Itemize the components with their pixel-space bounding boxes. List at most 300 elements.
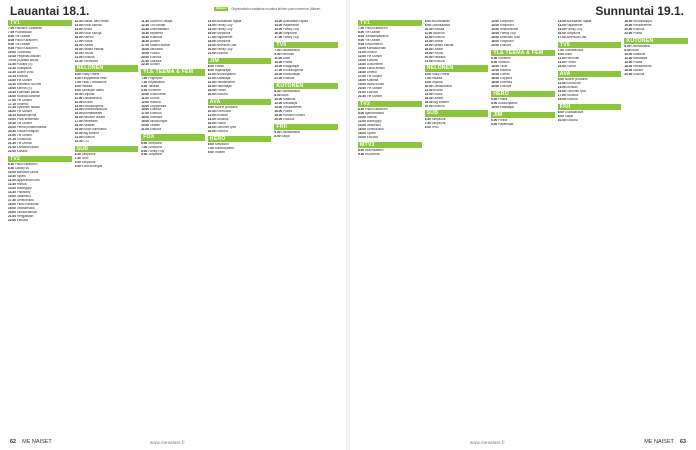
program-title: Salaiset [83, 124, 95, 128]
channel-header: NELONEN [75, 65, 139, 71]
program-time: 17.00 [141, 112, 150, 116]
program-title: Autot [282, 57, 291, 61]
program-time: 8.00 [424, 20, 431, 23]
program-title: Elokuva [633, 72, 645, 76]
program-title: Elokuva [283, 76, 295, 80]
program-title: Yle Uutiset [14, 35, 31, 39]
program-title: Nuoret ja kauniit [214, 106, 238, 110]
program-title: Historia [149, 100, 161, 104]
program-title: Ostoskanava [281, 131, 300, 135]
program-time: 11.00 [424, 31, 433, 35]
program-time: 19.00 [74, 128, 83, 132]
program-time: 8.30 [8, 167, 15, 171]
program-title: Huutokauppa [633, 20, 652, 23]
program-listing [358, 136, 422, 140]
program-time: 13.00 [74, 23, 83, 27]
program-time: 6.00 [557, 111, 564, 115]
program-title: Uutiset [149, 39, 160, 43]
program-time: 7.05 [8, 31, 15, 35]
program-time: 6.30 [74, 153, 81, 157]
program-title: Ostoskanava [83, 96, 102, 100]
program-time: 9.00 [207, 151, 214, 154]
program-time: 19.00 [141, 120, 150, 124]
program-time: 21.30 [141, 59, 150, 63]
program-title: Asukkaat [149, 47, 163, 51]
program-time: 16.00 [8, 94, 16, 98]
program-title: Jääkiekko [366, 123, 381, 127]
program-title: Elokuva [283, 117, 295, 121]
program-title: Ruoka [83, 39, 93, 43]
page-number: 62 [10, 439, 17, 445]
program-title: Ostoskanava [281, 49, 300, 53]
program-time: 7.00 [8, 27, 15, 31]
program-title: Ruoka [216, 121, 226, 125]
program-title: Mäkihyppy [366, 119, 382, 123]
program-time: 9.00 [424, 125, 431, 129]
program-title: Ruokaohjelma [83, 104, 104, 108]
channel-header: TV5 [274, 42, 338, 48]
program-time: 22.30 [141, 63, 150, 67]
program-title: Jumalanpalvelus [365, 35, 389, 39]
program-title: Puuhakkaat [15, 31, 32, 35]
program-time: 8.00 [274, 94, 281, 98]
program-title: Poliisit [216, 88, 226, 92]
program-time: 15.00 [491, 31, 500, 35]
program-time: 15.00 [141, 108, 150, 112]
program-listing [558, 98, 622, 102]
channel-block [558, 42, 622, 69]
program-title: Yle Uutiset [366, 86, 382, 90]
channel-header: SUB [75, 146, 139, 152]
channel-block [358, 20, 422, 99]
program-title: Poliisit [633, 31, 643, 35]
program-time: 9.00 [274, 53, 281, 57]
program-title: Austraalian rajalla [566, 20, 592, 23]
program-time: 22.30 [74, 140, 83, 144]
program-title: Urheiluruutu [366, 127, 384, 131]
program-time: 6.00 [624, 45, 631, 49]
program-listing [8, 150, 72, 154]
program-time: 13.00 [491, 23, 500, 27]
program-title: Hiihtoa [16, 183, 27, 187]
program-time: 16.30 [141, 39, 150, 43]
program-title: Ammattilaiset [149, 27, 169, 31]
program-time: 17.00 [74, 39, 83, 43]
program-title: Remontti [281, 53, 294, 57]
program-title: Kodin kunnostus [83, 128, 107, 132]
program-time: 7.00 [74, 80, 81, 84]
program-time: 17.45 [8, 106, 16, 110]
program-time: 16.00 [358, 70, 366, 74]
website-url: www.menaiset.fi [150, 440, 185, 445]
program-title: Putous [149, 51, 160, 55]
program-title: Kalastus [633, 53, 646, 57]
program-listing [558, 65, 622, 69]
program-title: Poliisit [283, 61, 293, 65]
program-title: Rekkamiehet [499, 27, 519, 31]
program-time: 6.00 [491, 119, 498, 123]
program-title: Rakkaus [149, 35, 163, 39]
program-title: Family Guy [566, 27, 583, 31]
channel-header: TV1 [8, 20, 72, 26]
program-title: Sisustus [566, 94, 579, 98]
program-title: Ostoskanava [564, 111, 584, 115]
schedule-columns [8, 20, 338, 432]
program-time: 20.00 [74, 51, 83, 55]
program-title: Yöelokuva [83, 59, 98, 63]
program-title: Uutiset [83, 43, 94, 47]
program-listing [425, 105, 489, 109]
program-time: 14.00 [491, 72, 500, 76]
program-time: 13.00 [207, 20, 216, 23]
schedule-column [491, 20, 555, 432]
program-time: 10.00 [358, 47, 366, 51]
program-time: 9.00 [557, 78, 564, 82]
program-time: 14.00 [207, 80, 216, 84]
program-title: Yle Uutiset [364, 31, 381, 35]
program-title: Elokuva [566, 119, 578, 123]
program-title: Elokuva [16, 218, 28, 222]
program-time: 21.00 [274, 76, 283, 80]
channel-block [208, 136, 272, 155]
day-title: Sunnuntai 19.1. [595, 4, 684, 18]
program-time: 13.00 [557, 20, 566, 23]
program-time: 9.00 [74, 88, 81, 92]
program-time: 6.00 [74, 72, 81, 76]
program-time: 18.00 [274, 113, 283, 117]
program-title: Perjantai-dokkari: [16, 55, 42, 59]
program-title: Sinkkujen aamu [81, 88, 104, 92]
program-time: 16.00 [491, 76, 500, 80]
program-time: 10.00 [8, 171, 16, 175]
program-time: 10.00 [274, 98, 283, 102]
program-title: Simpsonit [499, 20, 514, 23]
channel-block [274, 20, 338, 40]
program-time: 22.00 [624, 31, 633, 35]
program-title: Asunto [433, 88, 443, 92]
channel-block [141, 69, 205, 132]
program-time: 7.00 [141, 145, 148, 149]
program-time: 17.00 [557, 35, 566, 39]
program-title: Rajamiehet [566, 23, 583, 27]
program-time: 9.30 [358, 152, 365, 156]
program-listing [141, 153, 205, 157]
channel-block [274, 124, 338, 139]
program-title: Kansakunnan [366, 47, 386, 51]
program-time: 8.00 [207, 68, 214, 72]
program-title: Rikostutkijat [283, 72, 301, 76]
program-time: 19.30 [8, 122, 16, 126]
channel-header: JIM [491, 112, 555, 118]
program-time: 14.00 [491, 27, 500, 31]
program-time: 20.00 [424, 104, 433, 108]
program-time: 10.00 [207, 109, 216, 113]
channel-block [141, 134, 205, 157]
program-title: American Dad [499, 35, 520, 39]
program-title: Simpsonit [499, 39, 514, 43]
program-time: 16.00 [74, 116, 83, 120]
program-time: 21.45 [8, 146, 16, 149]
program-time: 18.00 [358, 78, 366, 82]
program-time: 15.00 [557, 27, 566, 31]
program-time: 18.00 [74, 43, 83, 47]
program-title: Kotimaa [366, 78, 379, 82]
program-time: 18.00 [424, 47, 433, 51]
program-time: 10.00 [491, 64, 500, 68]
program-title: Kotirouvat [566, 82, 581, 86]
program-time: 7.30 [74, 157, 81, 161]
channel-block [491, 91, 555, 110]
program-title: Big Brother [433, 100, 450, 104]
program-title: Puoli seitsemän [16, 118, 39, 122]
program-time: 16.00 [491, 35, 500, 39]
program-time: 8.00 [557, 115, 564, 119]
program-time: 19.00 [624, 23, 633, 27]
program-time: 14.00 [424, 92, 433, 96]
program-time: 13.30 [141, 27, 150, 31]
program-title: Matkaohjelma [16, 114, 37, 118]
program-title: Ajankohtaista [364, 111, 384, 115]
program-time: 12.00 [274, 102, 283, 106]
program-time: 8.00 [358, 31, 365, 35]
page-folio [644, 439, 686, 445]
program-title: Autokorjaamo [214, 147, 234, 151]
program-title: Historia [499, 68, 511, 72]
program-time: 6.00 [207, 143, 214, 147]
program-time: 17.00 [207, 35, 216, 39]
channel-header: NELONEN [425, 65, 489, 71]
program-title: Rekkamiehet [633, 64, 652, 68]
program-time: 15.00 [274, 64, 283, 68]
program-time: 17.10 [8, 102, 16, 106]
channel-header: TV1 [358, 20, 422, 26]
program-time: 18.00 [358, 131, 366, 135]
program-title: Suomen Ostajat [149, 20, 173, 23]
program-time: 13.00 [557, 61, 566, 65]
program-time: 7.00 [358, 27, 365, 31]
schedule-columns [358, 20, 688, 432]
program-time: 10.00 [424, 84, 433, 88]
channel-header: MTV3 [358, 142, 422, 148]
program-time: 17.30 [8, 198, 16, 202]
day-title: Lauantai 18.1. [10, 4, 90, 18]
program-title: Mäkihyppy [16, 187, 32, 191]
program-title: Rekkamiehet [283, 106, 302, 110]
program-time: 19.00 [274, 72, 283, 76]
program-title: Urheilu [433, 39, 444, 43]
program-title: Yle Uutiset [16, 134, 32, 138]
program-listing [558, 36, 622, 40]
program-time: 19.00 [358, 82, 366, 86]
program-time: 19.00 [207, 43, 216, 47]
program-time: 21.00 [8, 134, 16, 138]
program-listing [208, 130, 272, 134]
program-time: 16.00 [624, 64, 633, 68]
program-time: 12.00 [358, 119, 366, 123]
schedule-column [75, 20, 139, 432]
program-title: Simpsonit [148, 141, 162, 145]
program-time: 18.00 [624, 20, 633, 23]
program-time: 14.00 [207, 23, 216, 27]
program-time: 9.00 [141, 153, 148, 157]
program-time: 6.00 [207, 64, 214, 68]
program-time: 11.00 [358, 51, 366, 55]
channel-header: SUB [425, 110, 489, 116]
page-number: 63 [679, 439, 686, 445]
program-listing [425, 126, 489, 130]
program-title: Rakentajat [498, 123, 514, 127]
program-title: Elokuva [566, 98, 578, 102]
program-title: Pikku Kakkonen [15, 47, 38, 51]
channel-header: FRII [558, 104, 622, 110]
program-title: Kuntoilu [16, 74, 29, 78]
program-listing [141, 128, 205, 132]
program-listing [358, 153, 422, 157]
program-time: 14.00 [274, 106, 283, 110]
program-time: 17.00 [274, 35, 283, 39]
program-title: Urheilu [366, 70, 377, 74]
program-title: Morsian [216, 113, 228, 117]
program-title: Uutiset [433, 96, 444, 100]
schedule-column [274, 20, 338, 432]
program-time: 8.00 [624, 49, 631, 53]
program-time: 6.30 [424, 117, 431, 121]
program-title: Huomenta [365, 152, 380, 156]
program-time: 17.00 [557, 94, 566, 98]
program-time: 14.30 [141, 31, 150, 35]
program-title: Elokuva [149, 55, 162, 59]
legend [214, 7, 321, 11]
program-title: Westfield Sounds [16, 82, 42, 86]
program-title: Aikavyöhyke [149, 120, 168, 124]
program-title: Salatut elämät [149, 43, 170, 47]
channel-block [75, 65, 139, 144]
program-title: Kirjastoauto [148, 80, 165, 84]
program-time: 21.00 [74, 55, 83, 59]
program-title: Poliisit [566, 61, 576, 65]
program-title: Elävä arkisto [366, 66, 385, 70]
program-time: 12.00 [424, 35, 433, 39]
program-time: 6.00 [141, 141, 148, 145]
program-time: 17.00 [74, 120, 83, 124]
channel-block [141, 20, 205, 67]
program-title: Gilmoren tytöt [216, 125, 237, 129]
channel-block [491, 112, 555, 127]
program-listing [491, 106, 555, 110]
program-time: 19.00 [141, 51, 150, 55]
channel-block [208, 99, 272, 134]
program-time: 12.00 [141, 100, 150, 104]
program-title: Sportti [366, 131, 376, 135]
program-title: Yle Uutiset [14, 43, 31, 47]
program-title: Poliisit [214, 64, 224, 68]
program-title: Putous [83, 51, 94, 55]
program-title: Simpsonit [566, 31, 581, 35]
program-title: Kotiin kantaa [83, 23, 102, 27]
channel-header: KUTONEN [274, 83, 338, 89]
program-time: 6.30 [358, 107, 365, 111]
program-time: 15.00 [557, 64, 566, 68]
program-title: Big Brother [83, 132, 100, 136]
program-time: 14.00 [557, 23, 566, 27]
program-title: Austraalian rajalla [282, 20, 308, 23]
program-title: Haukka [81, 84, 93, 88]
program-title: Simpsonit [216, 31, 231, 35]
program-time: 16.00 [424, 43, 433, 47]
program-title: Kierros (S) [16, 86, 32, 90]
program-listing [274, 77, 338, 81]
program-time: 13.00 [557, 86, 566, 90]
program-title: Uutiset [149, 63, 160, 67]
program-time: 16.00 [274, 109, 283, 113]
program-time: 13.15 [8, 74, 16, 78]
program-title: Yle Uutiset [364, 39, 381, 43]
program-title: Mysteerit [149, 31, 163, 35]
program-time: 16.00 [207, 84, 216, 88]
program-time: 8.00 [491, 61, 498, 65]
program-title: Pikku Kakkonen [365, 27, 388, 31]
program-time: 21.00 [424, 59, 433, 63]
program-time: 12.00 [424, 88, 433, 92]
program-title: Urheilu [366, 51, 377, 55]
program-title: Yle Uutiset [16, 98, 32, 102]
program-time: 9.00 [207, 106, 214, 110]
program-time: 13.00 [8, 187, 16, 191]
program-time: 11.00 [8, 179, 16, 183]
program-time: 12.30 [141, 23, 150, 27]
program-time: 12.00 [624, 57, 633, 61]
schedule-column [425, 20, 489, 432]
program-time: 20.00 [424, 55, 433, 59]
program-title: Kalastajat [216, 76, 231, 80]
program-title: Poliisit [498, 98, 508, 102]
program-title: Poliisit [283, 109, 293, 113]
program-time: 18.00 [491, 39, 500, 43]
program-time: 11.00 [274, 57, 283, 61]
program-title: Sarjat [281, 135, 290, 139]
program-title: Simpsonit [283, 31, 297, 35]
program-time: 18.00 [141, 116, 150, 120]
program-title: Elokuva [433, 35, 445, 39]
program-title: Putous [433, 51, 444, 55]
program-time: 18.00 [74, 124, 83, 128]
channel-block [491, 50, 555, 89]
program-title: Sairaala [149, 59, 162, 63]
program-time: 18.00 [8, 202, 16, 206]
program-title: Yle Uutiset [16, 122, 32, 126]
program-title: Mahtava vanha [16, 171, 39, 175]
program-title: Pikku Kakkonen [365, 107, 388, 111]
program-title: Elokuva [83, 136, 95, 140]
program-time: 20.00 [491, 84, 500, 88]
program-time: 19.00 [74, 47, 83, 51]
program-time: 20.00 [624, 27, 633, 31]
program-time: 15.45 [8, 90, 16, 94]
program-title: Tulosruutu [16, 138, 32, 142]
channel-block [274, 83, 338, 122]
program-time: 19.00 [8, 206, 16, 210]
program-title: Kova kuningas [81, 165, 103, 169]
channel-header: AVA [558, 71, 622, 77]
program-title: Kokin sanoja [83, 31, 102, 35]
program-time: 14.30 [8, 190, 16, 194]
program-time: 14.00 [424, 39, 433, 43]
program-title: Ostoskanava [433, 84, 452, 88]
program-time: 20.00 [141, 124, 150, 128]
program-title: Hengaillaan [16, 214, 34, 218]
program-title: Jääkiekko [16, 194, 31, 198]
channel-header: HERO [491, 91, 555, 97]
